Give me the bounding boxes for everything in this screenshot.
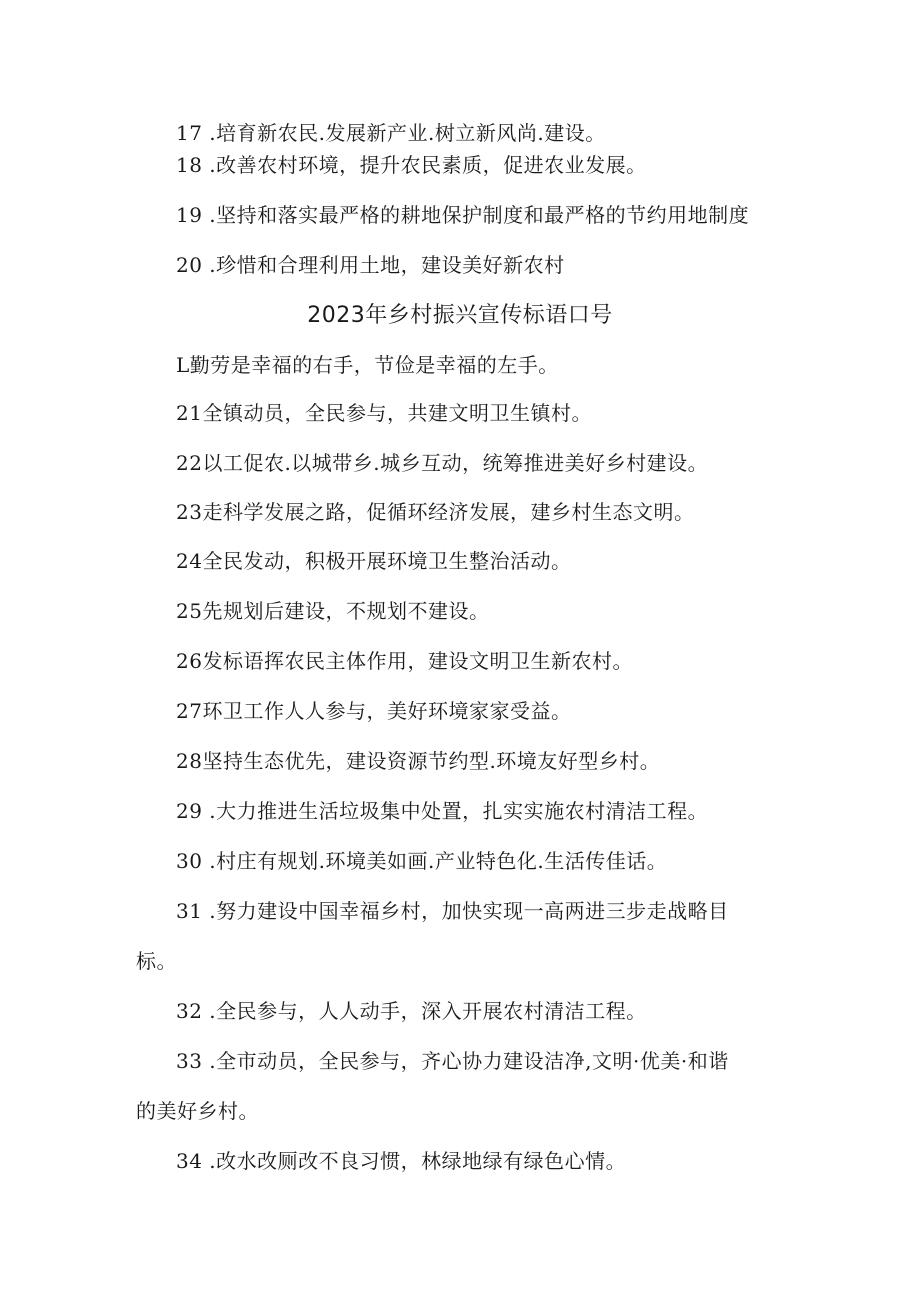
text-line-34: 34 .改水改厕改不良习惯，林绿地绿有绿色心情。 — [176, 1149, 627, 1173]
text-line-33-continued: 的美好乡村。 — [136, 1099, 259, 1123]
text-line-20: 20 .珍惜和合理利用土地，建设美好新农村 — [176, 253, 565, 277]
text-line-25: 25先规划后建设，不规划不建设。 — [176, 599, 490, 623]
text-line-32: 32 .全民参与，人人动手，深入开展农村清洁工程。 — [176, 999, 647, 1023]
text-line-18: 18 .改善农村环境，提升农民素质，促进农业发展。 — [176, 153, 647, 177]
text-line-23: 23走科学发展之路，促循环经济发展，建乡村生态文明。 — [176, 500, 695, 524]
text-line-19: 19 .坚持和落实最严格的耕地保护制度和最严格的节约用地制度 — [176, 203, 750, 227]
text-line-33: 33 .全市动员，全民参与，齐心协力建设洁净,文明·优美·和谐 — [176, 1049, 729, 1073]
text-line-21: 21全镇动员，全民参与，共建文明卫生镇村。 — [176, 401, 592, 425]
text-line-24: 24全民发动，积极开展环境卫生整治活动。 — [176, 549, 572, 573]
text-line-26: 26发标语挥农民主体作用，建设文明卫生新农村。 — [176, 649, 633, 673]
text-line-1: L勤劳是幸福的右手，节俭是幸福的左手。 — [176, 353, 559, 377]
text-line-17: 17 .培育新农民.发展新产业.树立新风尚.建设。 — [176, 121, 606, 145]
page-title: 2023年乡村振兴宣传标语口号 — [307, 303, 613, 328]
text-line-22: 22以工促农.以城带乡.城乡互动，统筹推进美好乡村建设。 — [176, 451, 709, 475]
text-line-31-continued: 标。 — [136, 949, 177, 973]
text-line-30: 30 .村庄有规划.环境美如画.产业特色化.生活传佳话。 — [176, 849, 668, 873]
text-line-31: 31 .努力建设中国幸福乡村，加快实现一高两进三步走战略目 — [176, 899, 729, 923]
text-line-29: 29 .大力推进生活垃圾集中处置，扎实实施农村清洁工程。 — [176, 799, 709, 823]
text-line-27: 27环卫工作人人参与，美好环境家家受益。 — [176, 699, 572, 723]
text-line-28: 28坚持生态优先，建设资源节约型.环境友好型乡村。 — [176, 749, 661, 773]
